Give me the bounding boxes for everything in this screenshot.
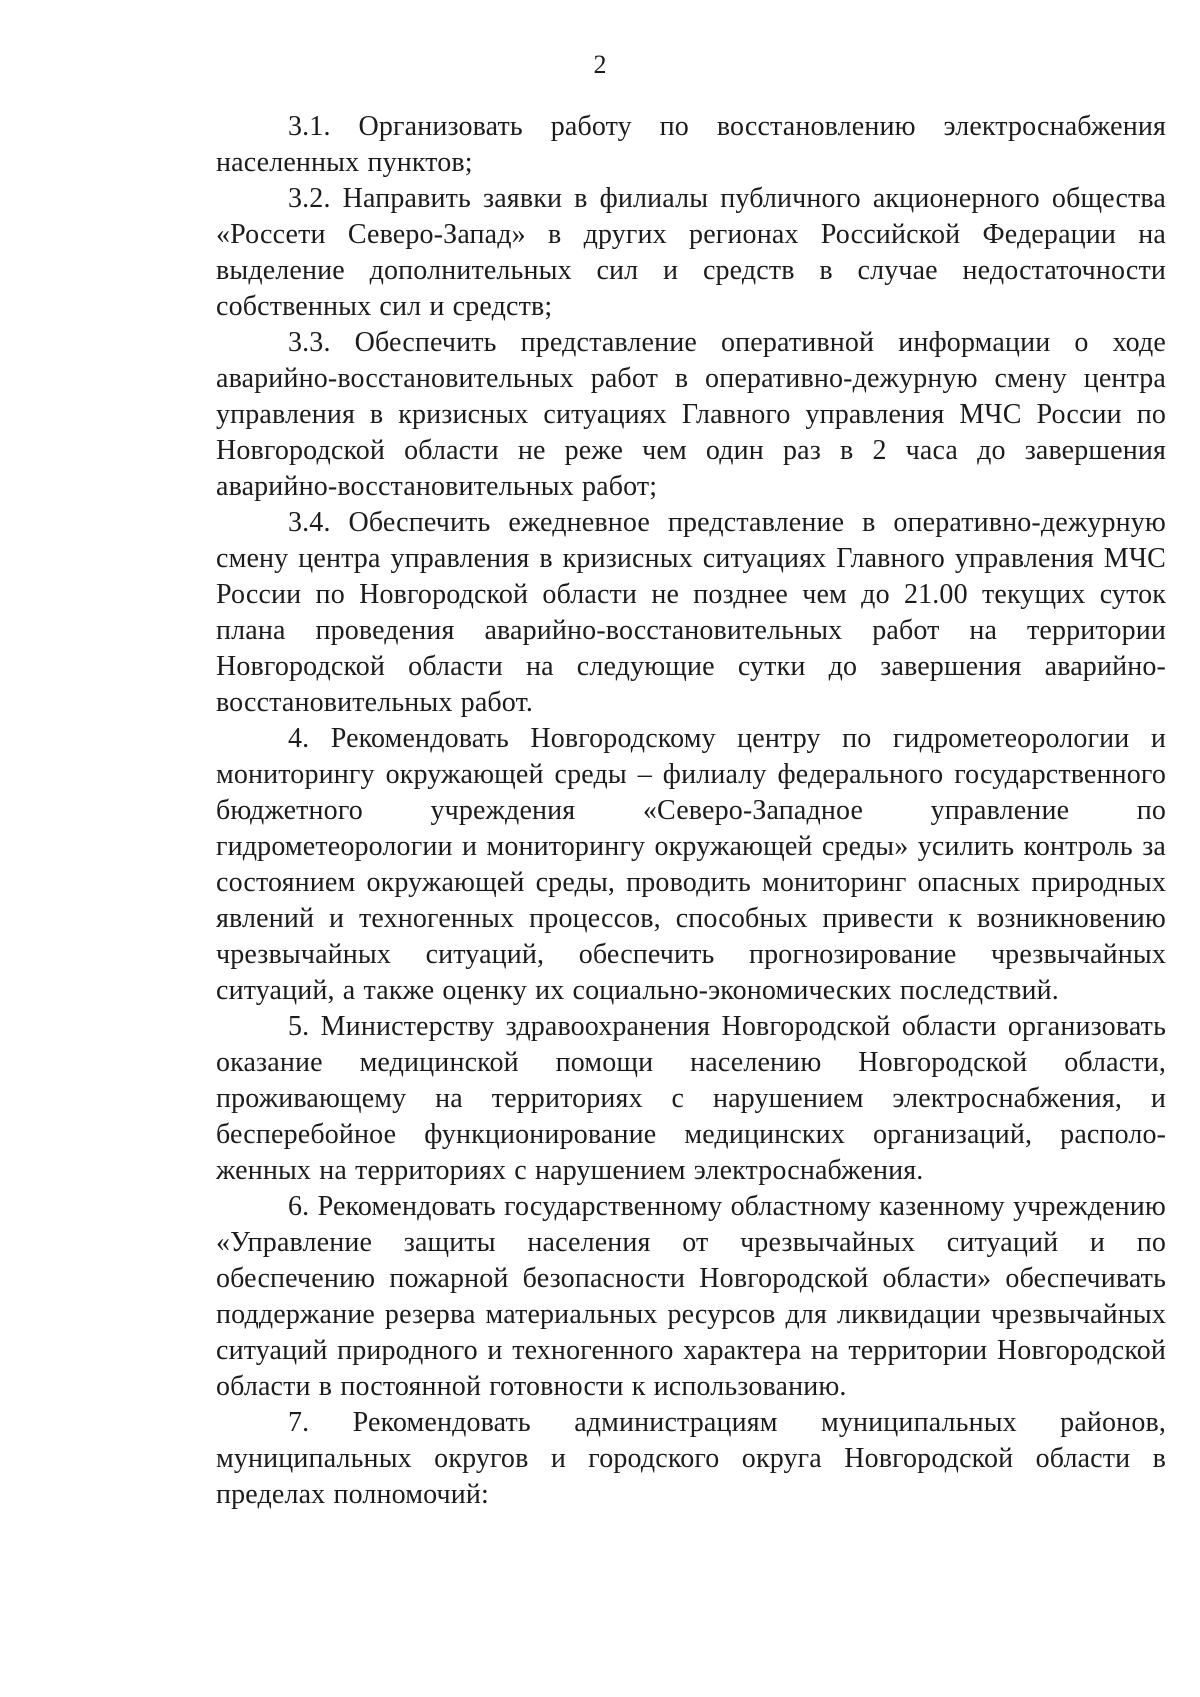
paragraph-6: 6. Рекомендовать государственному областному казенному учреждению «Управление защиты населения от чрезвычайных ситуаций и по обеспечению пожарной безопасности Новгородской области» обеспечивать поддержание резерва материальных ресурсов для ликвидации чрезвычайных ситуаций природного и техногенного характера на территории Новгородской области в постоянной готовности к использованию. [216,1191,1166,1402]
paragraph-3-2: 3.2. Направить заявки в филиалы публичного акционерного общества «Россети Северо-Запад» в других регионах Российской Федерации на выделение дополнительных сил и средств в случае недостаточности собственных сил и средств; [216,183,1166,322]
paragraph-3-4: 3.4. Обеспечить ежедневное представление в оперативно-дежурную смену центра управления в кризисных ситуациях Главного управления МЧС России по Новгородской области не позднее чем до 21.00 текущих суток плана проведения аварийно-восстановительных работ на территории Новгородской области на следующие сутки до завершения аварийно-восстановительных работ. [216,507,1166,718]
page-number: 2 [593,50,607,79]
paragraph-5: 5. Министерству здравоохранения Новгородской области организовать оказание медицинской помощи населению Новгородской области, проживающему на территориях с нарушением электроснабжения, и бесперебойное функционирование медицинских организаций, расположенных на территориях с нарушением электроснабжения. [216,1011,1166,1186]
paragraph-7: 7. Рекомендовать администрациям муниципальных районов, муниципальных округов и городского округа Новгородской области в пределах полномочий: [216,1407,1166,1510]
paragraph-3-1: 3.1. Организовать работу по восстановлению электроснабжения населенных пунктов; [216,111,1166,178]
paragraph-4: 4. Рекомендовать Новгородскому центру по гидрометеорологии и мониторингу окружающей среды – филиалу федерального государственного бюджетного учреждения «Северо-Западное управление по гидрометеорологии и мониторингу окружающей среды» усилить контроль за состоянием окружающей среды, проводить мониторинг опасных природных явлений и техногенных процессов, способных привести к возникновению чрезвычайных ситуаций, обеспечить прогнозирование чрезвычайных ситуаций, а также оценку их социально-экономических последствий. [216,723,1166,1006]
document-body [216,109,1166,1513]
paragraph-3-3: 3.3. Обеспечить представление оперативной информации о ходе аварийно-восстановительных работ в оперативно-дежурную смену центра управления в кризисных ситуациях Главного управления МЧС России по Новгородской области не реже чем один раз в 2 часа до завершения аварийно-восстановительных работ; [216,327,1166,502]
